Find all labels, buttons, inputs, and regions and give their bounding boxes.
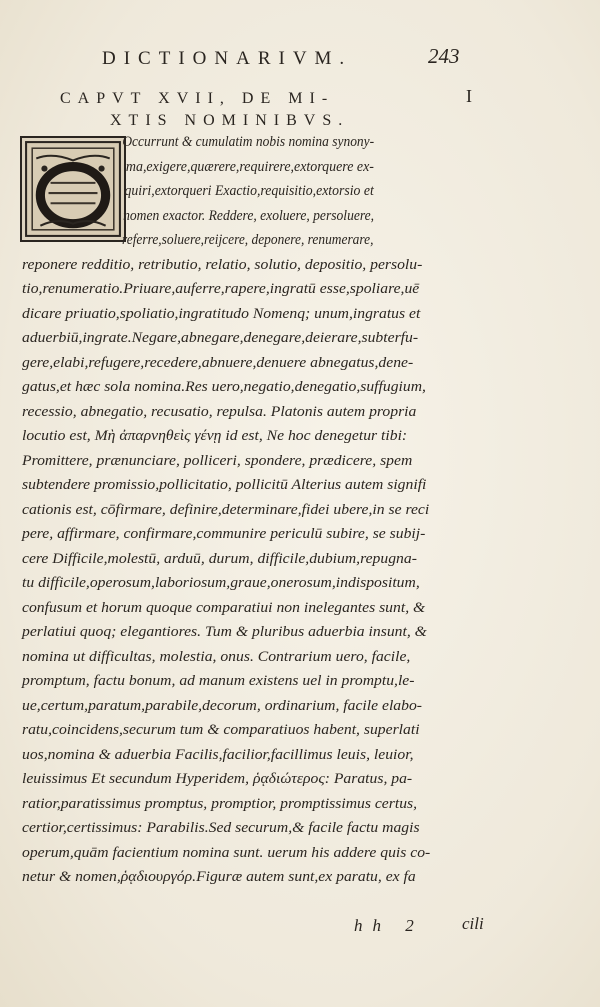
chapter-heading-line2: XTIS NOMINIBVS. xyxy=(110,112,350,129)
text-line: ratu,coincidens,securum tum & comparatiuos habent, superlati xyxy=(22,722,420,738)
text-line: recessio, abnegatio, recusatio, repulsa. Platonis autem propria xyxy=(22,403,417,420)
text-line: nomina ut difficultas, molestia, onus. Contrarium uero, facile, xyxy=(22,648,411,665)
text-line: uos,nomina & aduerbia Facilis,facilior,facillimus leuis, leuior, xyxy=(22,746,414,763)
chapter-heading-line1: CAPVT XVII, DE MI- xyxy=(60,90,335,107)
text-line: reponere redditio, retributio, relatio, solutio, depositio, persolu- xyxy=(22,256,423,273)
text-line: nomen exactor. Reddere, exoluere, persoluere, xyxy=(123,207,375,224)
signature-mark: hh 2 xyxy=(354,916,424,935)
text-line: cationis est, cōfirmare, definire,determinare,fidei ubere,in se reci xyxy=(22,501,430,518)
page-number: 243 xyxy=(428,44,460,68)
text-line: subtendere promissio,pollicitatio, pollicitū Alterius autem signifi xyxy=(22,477,427,493)
text-line: Occurrunt & cumulatim nobis nomina synony- xyxy=(122,134,375,150)
text-line: Promittere, prænunciare, polliceri, spondere, prædicere, spem xyxy=(22,452,413,469)
text-line: locutio est, Μὴ ἀπαρνηθεὶς γένῃ id est, Ne hoc denegetur tibi: xyxy=(22,428,408,444)
text-line: ue,certum,paratum,parabile,decorum, ordinarium, facile elabo- xyxy=(22,697,423,714)
text-line: perlatiui quoq; elegantiores. Tum & pluribus aduerbia insunt, & xyxy=(22,624,427,640)
text-line: promptum, factu bonum, ad manum existens uel in promptu,le- xyxy=(22,673,415,689)
text-line: pere, affirmare, confirmare,communire periculū subire, se subij- xyxy=(22,526,426,542)
text-line: cere Difficile,molestū, arduū, durum, difficile,dubium,repugna- xyxy=(22,550,417,567)
text-line: operum,quām facientium nomina sunt. uerum his addere quis co- xyxy=(22,844,431,861)
text-line: gatus,et hæc sola nomina.Res uero,negatio,denegatio,suffugium, xyxy=(22,379,426,395)
text-line: certior,certissimus: Parabilis.Sed securum,& facile factu magis xyxy=(22,820,420,836)
text-line: confusum et horum quoque comparatiui non inelegantes sunt, & xyxy=(22,599,426,616)
text-line: tio,renumeratio.Priuare,auferre,rapere,ingratū esse,spoliare,uē xyxy=(22,281,420,297)
text-line: aduerbiū,ingrate.Negare,abnegare,denegare,deierare,subterfu- xyxy=(22,330,419,346)
chapter-heading xyxy=(60,88,480,132)
text-line: dicare priuatio,spoliatio,ingratitudo Nomenq; unum,ingratus et xyxy=(22,305,421,322)
text-line: leuissimus Et secundum Hyperidem, ῥᾳδιώτερος: Paratus, pa- xyxy=(22,771,413,787)
body-text xyxy=(22,130,482,890)
text-line: gere,elabi,refugere,recedere,abnuere,denuere abnegatus,dene- xyxy=(22,354,414,371)
text-line: tu difficile,operosum,laboriosum,graue,onerosum,indispositum, xyxy=(22,575,420,591)
text-line: netur & nomen,ῥᾳδιουργόρ.Figuræ autem sunt,ex paratu, ex fa xyxy=(22,869,416,885)
text-line: ratior,paratissimus promptus, promptior, promptissimus certus, xyxy=(22,795,418,812)
text-line: ma,exigere,quærere,requirere,extorquere ex- xyxy=(125,158,374,175)
catchword: cili xyxy=(462,914,484,933)
text-line: referre,soluere,reijcere, deponere, renumerare, xyxy=(122,232,374,248)
text-line: quiri,extorqueri Exactio,requisitio,extorsio et xyxy=(124,183,374,199)
margin-marker: I xyxy=(466,86,472,106)
running-head: DICTIONARIVM. xyxy=(102,48,353,69)
